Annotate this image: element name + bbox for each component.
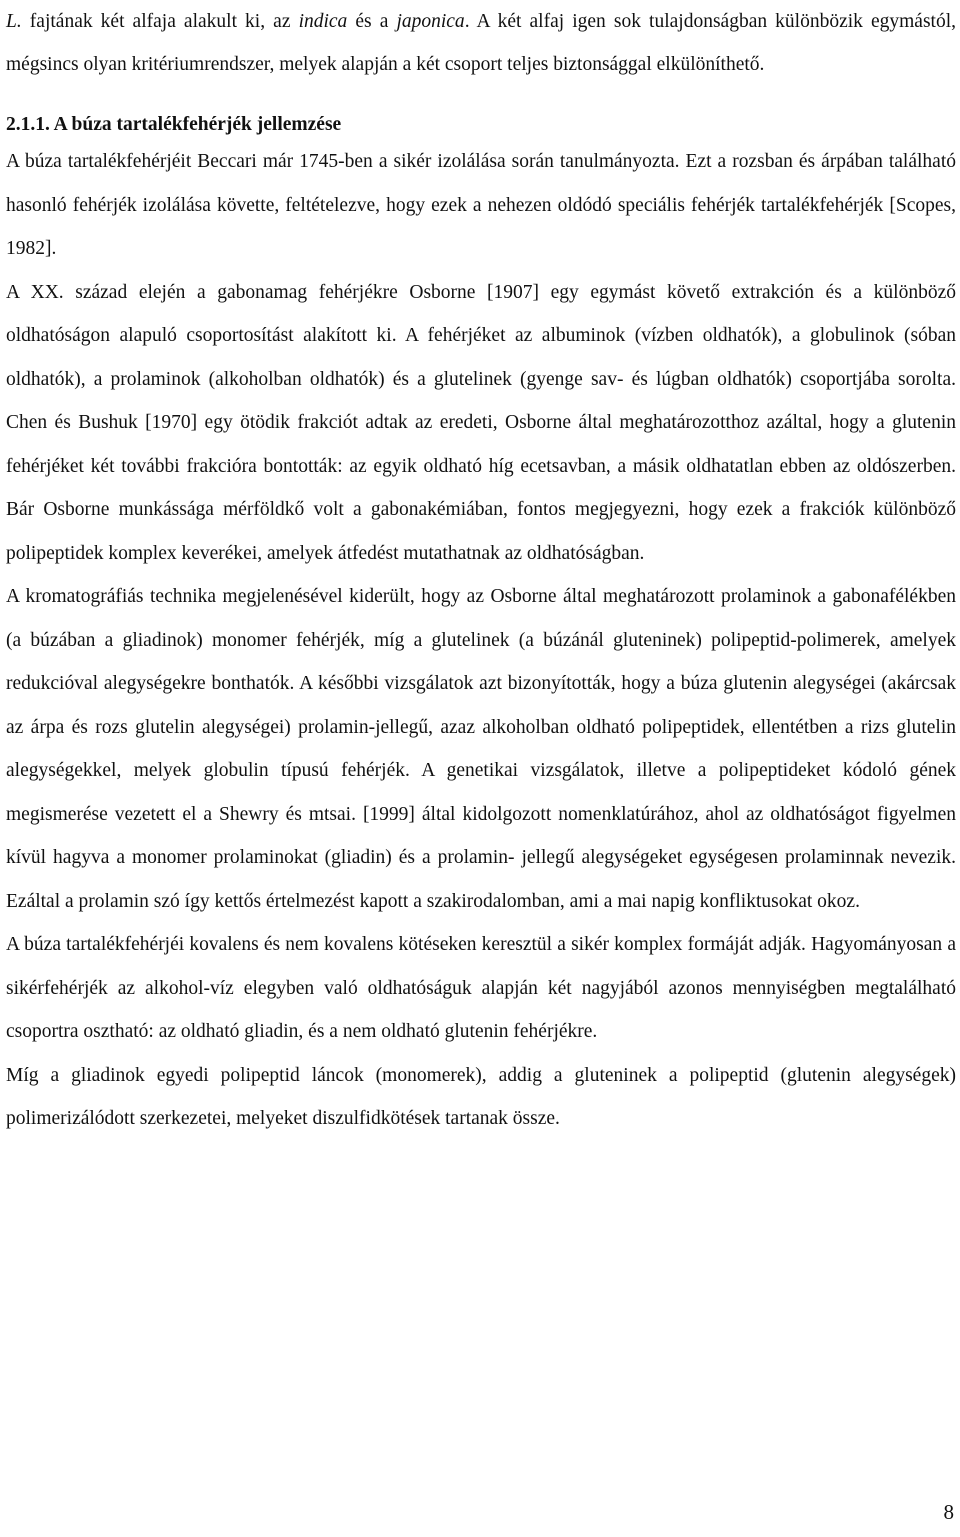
intro-italic-genus: L. [6,11,22,32]
intro-text-1: fajtának két alfaja alakult ki, az [21,11,299,32]
body-paragraph-4: A búza tartalékfehérjéi kovalens és nem kovalens kötéseken keresztül a sikér komplex formáját adják. Hagyományosan a sikérfehérjék az alkohol-víz elegyben való oldhatóságuk alapján két nagyjából azonos mennyiségben megtalálható csoportra osztható: az oldható gliadin, és a nem oldható glutenin fehérjékre. [6,934,956,1042]
intro-text-3: . A két alfaj igen sok tulajdonságban különbözik egymástól, mégsincs olyan kritériumrendszer, melyek alapján a két csoport teljes biztonsággal elkülöníthető. [6,11,957,75]
page-number: 8 [943,1500,954,1524]
section-heading: 2.1.1. A búza tartalékfehérjék jellemzése [6,114,342,135]
intro-paragraph [6,0,956,86]
body-paragraph-3: A kromatográfiás technika megjelenésével kiderült, hogy az Osborne által meghatározott prolaminok a gabonafélékben (a búzában a gliadinok) monomer fehérjék, míg a glutelinek (a búzánál gluteninek) polipeptid-polimerek, amelyek redukcióval alegységekre bonthatók. A későbbi vizsgálatok azt bizonyították, hogy a búza glutenin alegységei (akárcsak az árpa és rozs glutelin alegységei) prolamin-jellegű, azaz alkoholban oldható polipeptidek, ellentétben a rizs glutelin alegységekkel, melyek globulin típusú fehérjék. A genetikai vizsgálatok, illetve a polipeptideket kódoló gének megismerése vezetett el a Shewry és mtsai. [1999] által kidolgozott nomenklatúrához, ahol az oldhatóságot figyelmen kívül hagyva a monomer prolaminokat (gliadin) és a prolamin- jellegű alegységeket egységesen prolaminnak nevezik. Ezáltal a prolamin szó így kettős értelmezést kapott a szakirodalomban, ami a mai napig konfliktusokat okoz. [6,586,956,912]
intro-italic-indica: indica [298,11,348,32]
intro-text-2: és a [347,11,397,32]
intro-italic-japonica: japonica [396,11,465,32]
body-paragraph-2: A XX. század elején a gabonamag fehérjékre Osborne [1907] egy egymást követő extrakción és a különböző oldhatóságon alapuló csoportosítást alakított ki. A fehérjéket az albuminok (vízben oldhatók), a globulinok (sóban oldhatók), a prolaminok (alkoholban oldhatók) és a glutelinek (gyenge sav- és lúgban oldhatók) csoportjába sorolta. Chen és Bushuk [1970] egy ötödik frakciót adtak az eredeti, Osborne által meghatározotthoz azáltal, hogy a glutenin fehérjéket két további frakcióra bontották: az egyik oldható híg ecetsavban, a másik oldhatatlan ebben az oldószerben. Bár Osborne munkássága mérföldkő volt a gabonakémiában, fontos megjegyezni, hogy ezek a frakciók különböző polipeptidek komplex keverékei, amelyek átfedést mutathatnak az oldhatóságban. [6,281,956,564]
body-paragraph-5: Míg a gliadinok egyedi polipeptid láncok (monomerek), addig a gluteninek a polipeptid (glutenin alegységek) polimerizálódott szerkezetei, melyeket diszulfidkötések tartanak össze. [6,1064,956,1129]
body-paragraph-1: A búza tartalékfehérjéit Beccari már 1745-ben a sikér izolálása során tanulmányozta. Ezt a rozsban és árpában található hasonló fehérjék izolálása követte, feltételezve, hogy ezek a nehezen oldódó speciális fehérjék tartalékfehérjék [Scopes, 1982]. [6,151,956,259]
document-page [6,0,956,1141]
